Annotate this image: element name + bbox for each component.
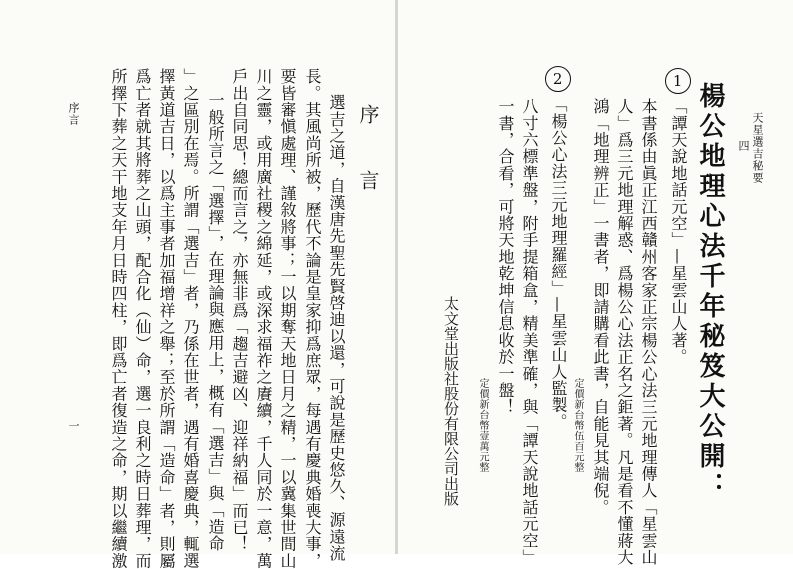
preface-line-5: 戶出自同思！總而言之，亦無非爲「趨吉避凶、迎祥納福」而已！ [230, 68, 249, 553]
preface-title: 序 言 [356, 104, 380, 192]
preface-line-6: 一般所言之「選擇」，在理論與應用上，概有「選吉」與「造命 [206, 92, 225, 552]
item2-line-2: 八寸六標準盤，附手提箱盒，精美準確，與「譚天說地話元空」 [520, 98, 539, 566]
item1-line-1 [665, 68, 691, 365]
item2-line-3: 一書，合看，可將天地乾坤信息收於一盤！ [496, 98, 515, 416]
item1-line-2: 本書係由眞正江西贛州客家正宗楊公心法三元地理傳人「星雲山 [639, 98, 658, 566]
preface-line-1: 選吉之道，自漢唐先聖先賢啓迪以還，可說是歷史悠久、源遠流 [327, 94, 346, 562]
item1-line-1-text: 「譚天說地話元空」—星雲山人著。 [669, 98, 688, 366]
item2-number: 2 [545, 66, 571, 92]
item1-number: 1 [665, 68, 691, 94]
running-foot: 序言 [67, 102, 80, 126]
page-number-left: 一 [67, 420, 80, 432]
item2-line-1 [545, 66, 571, 430]
item1-price: 定價新台幣伍百元整 [572, 378, 583, 473]
left-page [0, 0, 396, 569]
page-number-right: 四 [737, 140, 750, 152]
right-page [397, 0, 793, 566]
preface-line-4: 川之靈，或用廣社稷之綿延，或深求福祚之賡續，千人同於一意，萬 [254, 68, 273, 569]
preface-line-2: 長。其風尚所被，歷代不論是皇家抑爲庶眾，每遇有慶典婚喪大事， [303, 68, 322, 569]
item1-line-3: 人」爲三元地理解惑、爲楊公心法正名之鉅著。凡是看不懂蔣大 [615, 98, 634, 566]
item1-line-4: 鴻「地理辨正」一書者，即請購看此書，自能見其端倪。 [591, 98, 610, 516]
preface-line-9: 爲亡者就其將葬之山頭，配合化（仙）命，選一良利之時日葬理，而 [133, 68, 152, 569]
ad-title: 楊公地理心法千年秘笈大公開： [695, 82, 725, 502]
running-head: 天星選吉秘要 [751, 112, 764, 184]
preface-line-8: 擇黃道吉日，以爲主事者加福增祥之舉；至於所謂「造命」者，則屬 [157, 68, 176, 569]
preface-line-7: 」之區別在焉。所謂「選吉」者，乃係在世者，遇有婚喜慶典，輒選 [181, 68, 200, 569]
item2-line-1-text: 「楊公心法三元地理羅經」—星雲山人監製。 [549, 96, 568, 430]
item2-price: 定價新台幣壹萬元整 [477, 378, 488, 473]
preface-line-3: 要皆審愼處理、謹敘將事；一以期奪天地日月之精，一以冀集世間山 [278, 68, 297, 569]
preface-line-10: 所擇下葬之天干地支年月日時四柱，即爲亡者復造之命，期以繼續激 [109, 68, 128, 569]
publisher: 太文堂出版社股份有限公司出版 [442, 296, 460, 506]
